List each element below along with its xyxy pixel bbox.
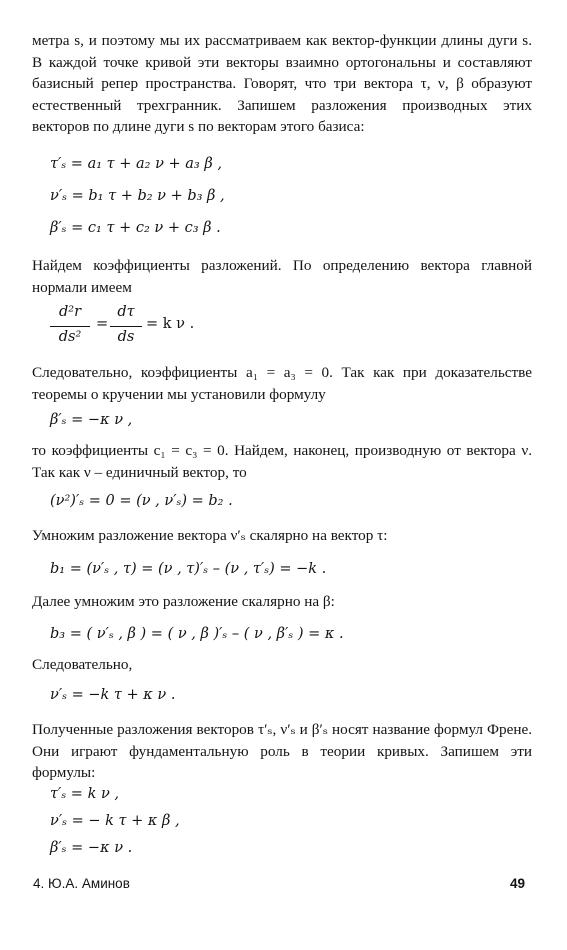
equation-b1: b₁ = (ν′ₛ , τ) = (ν , τ)′ₛ – (ν , τ′ₛ) = −k . <box>50 561 327 577</box>
footer-signature: 4. Ю.А. Аминов <box>33 876 130 891</box>
paragraph-therefore: Следовательно, <box>32 656 133 673</box>
paragraph-multiply-tau: Умножим разложение вектора ν′ₛ скалярно на вектор τ: <box>32 527 388 544</box>
fraction-equals: = <box>96 316 109 332</box>
page-number: 49 <box>509 876 525 891</box>
equation-nu-expansion: ν′ₛ = b₁ τ + b₂ ν + b₃ β , <box>50 188 225 204</box>
equation-nu-result: ν′ₛ = −k τ + κ ν . <box>50 687 176 703</box>
fraction-rhs: = k ν . <box>146 316 195 332</box>
paragraph-torsion: Следовательно, коэффициенты a₁ = a₃ = 0. Так как при доказательстве теоремы о кручении мы установили формулу <box>32 364 532 403</box>
paragraph-frenet: Полученные разложения векторов τ′ₛ, ν′ₛ и β′ₛ носят название формул Френе. Они играют фундаментальную роль в теории кривых. Запишем эти формулы: <box>32 721 532 782</box>
equation-b3: b₃ = ( ν′ₛ , β ) = ( ν , β )′ₛ – ( ν , β′ₛ ) = κ . <box>50 626 344 642</box>
fraction-denominator-right: ds <box>117 329 135 345</box>
equation-beta-formula: β′ₛ = −κ ν , <box>50 412 133 428</box>
equation-nu-square: (ν²)′ₛ = 0 = (ν , ν′ₛ) = b₂ . <box>50 493 233 509</box>
fraction-numerator-right: dτ <box>117 304 135 320</box>
equation-beta-expansion: β′ₛ = c₁ τ + c₂ ν + c₃ β . <box>50 220 221 236</box>
paragraph-coefficients: Найдем коэффициенты разложений. По определению вектора главной нормали имеем <box>32 257 532 296</box>
equation-frenet-beta: β′ₛ = −κ ν . <box>50 840 133 856</box>
equation-frenet-nu: ν′ₛ = − k τ + κ β , <box>50 813 180 829</box>
equation-frenet-tau: τ′ₛ = k ν , <box>50 786 119 802</box>
fraction-bar-left <box>50 326 90 327</box>
fraction-numerator-left: d²r <box>58 304 82 320</box>
fraction-denominator-left: ds² <box>58 329 82 345</box>
paragraph-intro: метра s, и поэтому мы их рассматриваем как вектор-функции длины дуги s. В каждой точке кривой эти векторы взаимно ортогональны и составляют базисный репер пространства. Говорят, что три вектора τ, ν, β образуют естественный трехгранник. Запишем разложения производных этих векторов по длине дуги s по векторам этого базиса: <box>32 32 532 136</box>
equation-principal-normal <box>50 304 230 348</box>
paragraph-multiply-beta: Далее умножим это разложение скалярно на β: <box>32 593 335 610</box>
equation-tau-expansion: τ′ₛ = a₁ τ + a₂ ν + a₃ β , <box>50 156 222 172</box>
paragraph-unit-vector: то коэффициенты c₁ = c₃ = 0. Найдем, наконец, производную от вектора ν. Так как ν – единичный вектор, то <box>32 442 532 481</box>
fraction-bar-right <box>110 326 142 327</box>
